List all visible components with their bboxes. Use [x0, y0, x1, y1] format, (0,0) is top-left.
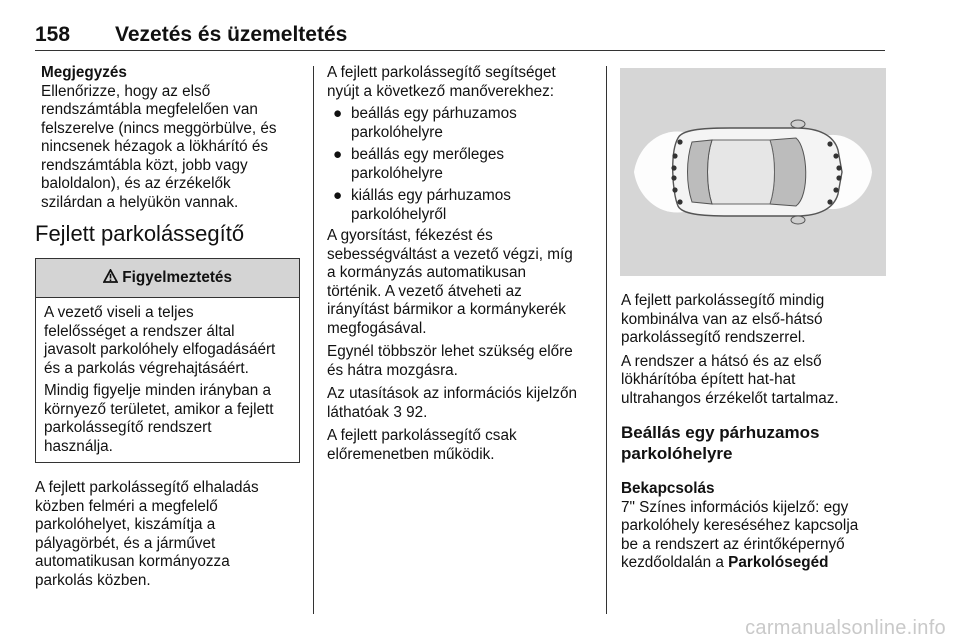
list-item: [327, 146, 597, 183]
text-line: előremenetben működik.: [327, 445, 495, 463]
column-left: [35, 64, 300, 590]
text-line: A fejlett parkolássegítő segítséget: [327, 64, 556, 81]
paragraph: [621, 499, 887, 573]
paragraph: [327, 385, 597, 422]
parking-sensor-car-illustration: [620, 68, 886, 276]
list-item: [327, 105, 597, 142]
bullet-list: [327, 105, 597, 224]
note-line: baloldalon), és az érzékelők: [41, 175, 231, 192]
text-line: parkolóhelyről: [351, 205, 447, 223]
column-middle: [327, 64, 597, 464]
paragraph: [327, 227, 597, 338]
text-line: és hátra mozgásra.: [327, 361, 458, 379]
watermark: carmanualsonline.info: [745, 617, 946, 639]
text-line: történik. A vezető átveheti az: [327, 282, 522, 300]
column-divider: [313, 66, 314, 614]
text-line: A gyorsítást, fékezést és: [327, 227, 493, 244]
bullet-icon: ●: [333, 146, 343, 163]
text-line: közben felméri a megfelelő: [35, 497, 218, 515]
menu-term: Parkolósegéd: [728, 554, 829, 571]
text-line: be a rendszert az érintőképernyő: [621, 535, 845, 553]
text-line: parkolóhelyet, kiszámítja a: [35, 516, 216, 533]
column-right: [621, 292, 887, 573]
note-line: rendszámtábla megfelelően van: [41, 101, 258, 118]
note-block: [35, 64, 300, 212]
subheading: Bekapcsolás: [621, 480, 715, 497]
text-line: A fejlett parkolássegítő csak: [327, 427, 517, 444]
text-line: beállás egy merőleges: [351, 146, 505, 163]
text-line: A fejlett parkolássegítő elhaladás: [35, 479, 259, 496]
section-title: Vezetés és üzemeltetés: [115, 23, 348, 46]
warning-line: Mindig figyelje minden irányban a: [44, 382, 272, 399]
warning-line: felelősséget a rendszer által: [44, 322, 235, 340]
paragraph: [621, 292, 887, 348]
text-line: megfogásával.: [327, 319, 427, 337]
warning-line: A vezető viseli a teljes: [44, 304, 194, 321]
paragraph: [327, 64, 597, 101]
text-span: láthatóak: [327, 403, 390, 421]
text-line: Az utasítások az információs kijelzőn: [327, 385, 577, 402]
page-header: [35, 22, 885, 51]
text-line: irányítást bármikor a kormánykerék: [327, 301, 566, 318]
column-divider: [606, 66, 607, 614]
text-line: kiállás egy párhuzamos: [351, 187, 511, 204]
paragraph: [327, 427, 597, 464]
warning-line: környező területet, amikor a fejlett: [44, 400, 274, 418]
paragraph: [621, 353, 887, 409]
subsection-heading: [621, 422, 887, 464]
warning-line: parkolássegítő rendszert: [44, 419, 212, 436]
text-line: parkolóhely kereséséhez kapcsolja: [621, 517, 859, 534]
warning-line: használja.: [44, 437, 113, 455]
warning-line: javasolt parkolóhely elfogadásáért: [44, 341, 276, 358]
note-line: szilárdan a helyükön vannak.: [41, 193, 239, 211]
text-line: 7" Színes információs kijelző: egy: [621, 498, 849, 516]
text-line: ultrahangos érzékelőt tartalmaz.: [621, 389, 839, 407]
warning-body: [36, 298, 299, 462]
text-line: Egynél többször lehet szükség előre: [327, 343, 573, 360]
text-line: parkolássegítő rendszerrel.: [621, 329, 806, 346]
heading-line: parkolóhelyre: [621, 444, 733, 463]
bullet-icon: ●: [333, 187, 343, 204]
heading-line: Beállás egy párhuzamos: [621, 423, 820, 442]
text-line: nyújt a következő manőverekhez:: [327, 82, 555, 100]
text-line: sebességváltást a vezető végzi, míg: [327, 245, 573, 263]
paragraph: [35, 479, 300, 590]
paragraph: [327, 343, 597, 380]
page-number: 158: [35, 23, 71, 46]
section-heading: Fejlett parkolássegítő: [35, 221, 245, 246]
text-line: parkolóhelyre: [351, 123, 443, 141]
text-line: [327, 404, 597, 423]
text-line: kombinálva van az első-hátsó: [621, 310, 823, 328]
bullet-icon: ●: [333, 105, 343, 122]
text-line: [621, 554, 887, 573]
note-line: Ellenőrizze, hogy az első: [41, 82, 211, 100]
text-line: lökhárítóba épített hat-hat: [621, 371, 796, 388]
text-span: kezdőoldalán a: [621, 554, 724, 571]
note-line: rendszámtábla közt, jobb vagy: [41, 156, 248, 174]
text-line: automatikusan kormányozza: [35, 553, 230, 570]
note-heading: Megjegyzés: [41, 64, 127, 81]
warning-title: Figyelmeztetés: [122, 269, 232, 286]
page-reference-link[interactable]: 3 92.: [393, 403, 428, 421]
text-line: A rendszer a hátsó és az első: [621, 352, 822, 370]
warning-triangle-icon: [103, 269, 118, 283]
text-line: parkolás közben.: [35, 571, 151, 589]
note-line: felszerelve (nincs meggörbülve, és: [41, 119, 277, 137]
note-line: nincsenek hézagok a lökhárító és: [41, 138, 269, 155]
list-item: [327, 187, 597, 224]
text-line: a kormányzás automatikusan: [327, 264, 526, 281]
text-line: parkolóhelyre: [351, 164, 443, 182]
text-line: A fejlett parkolássegítő mindig: [621, 292, 825, 309]
warning-box: [35, 258, 300, 463]
warning-header: [36, 259, 299, 298]
text-line: pályagörbét, és a járművet: [35, 534, 216, 552]
warning-line: és a parkolás végrehajtásáért.: [44, 359, 249, 377]
text-line: beállás egy párhuzamos: [351, 105, 517, 122]
